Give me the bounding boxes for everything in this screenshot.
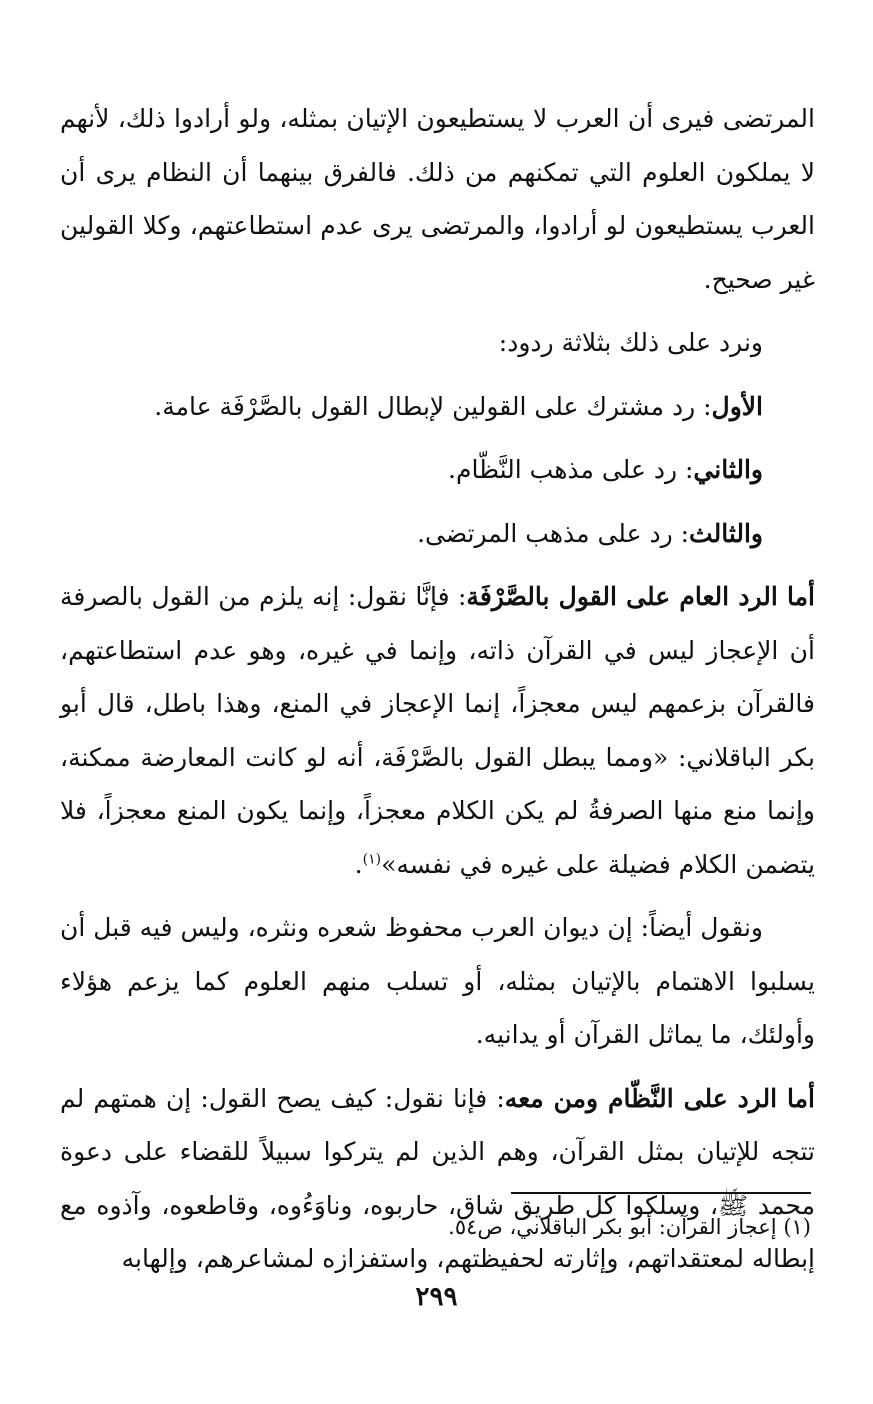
paragraph-5-text: : رد على مذهب المرتضى. <box>417 518 690 548</box>
footnote-divider <box>511 1192 811 1194</box>
paragraph-4-lead: والثاني <box>693 455 763 484</box>
paragraph-5-lead: والثالث <box>689 518 763 548</box>
paragraph-8-lead: أما الرد على النَّظّام ومن معه <box>504 1083 815 1113</box>
paragraph-2: ونرد على ذلك بثلاثة ردود: <box>498 328 763 357</box>
paragraph-6-tail: . <box>354 849 363 879</box>
paragraph-8-text: : فإنا نقول: كيف يصح القول: إن همتهم لم تتجه للإتيان بمثل القرآن، وهم الذين لم يتركوا سبيلاً للقضاء على دعوة محمد ﷺ، وسلكوا كل طريق شاق، حاربوه، وناوَءُوه، وقاطعوه، وآذوه مع إبطاله لمعتقداتهم، وإثارته لحفيظتهم، واستفزازه لمشاعرهم، وإلهابه <box>60 1083 815 1273</box>
paragraph-3-text: : رد مشترك على القولين لإبطال القول بالصَّرْفَة عامة. <box>154 391 712 421</box>
paragraph-4-text: : رد على مذهب النَّظّام. <box>448 455 694 484</box>
footnote-reference: (١) <box>362 851 382 868</box>
paragraph-6-text: : فإنَّا نقول: إنه يلزم من القول بالصرفة أن الإعجاز ليس في القرآن ذاته، وإنما في غيره، وهو عدم استطاعتهم، فالقرآن بزعمهم ليس معجزاً، إنما الإعجاز في المنع، وهذا باطل، قال أبو بكر الباقلاني: «ومما يبطل القول بالصَّرْفَة، أنه لو كانت المعارضة ممكنة، وإنما منع منها الصرفةُ لم يكن الكلام معجزاً، وإنما يكون المنع معجزاً، فلا يتضمن الكلام فضيلة على غيره في نفسه» <box>60 582 815 879</box>
paragraph-1: المرتضى فيرى أن العرب لا يستطيعون الإتيان بمثله، ولو أرادوا ذلك، لأنهم لا يملكون العلوم التي تمكنهم من ذلك. فالفرق بينهما أن النظام يرى أن العرب يستطيعون لو أرادوا، والمرتضى يرى عدم استطاعتهم، وكلا القولين غير صحيح. <box>60 104 815 294</box>
paragraph-6-lead: أما الرد العام على القول بالصَّرْفَة <box>466 582 815 611</box>
paragraph-3 <box>60 380 815 434</box>
page-number: ٢٩٩ <box>415 1282 458 1312</box>
paragraph-5 <box>60 507 815 561</box>
body-text <box>60 92 815 1296</box>
paragraph-6 <box>60 570 815 891</box>
paragraph-8 <box>60 1072 815 1286</box>
paragraph-3-lead: الأول <box>711 391 763 421</box>
paragraph-7: ونقول أيضاً: إن ديوان العرب محفوظ شعره ونثره، وليس فيه قبل أن يسلبوا الاهتمام بالإتيان بمثله، أو تسلب منهم العلوم كما يزعم هؤلاء وأولئك، ما يماثل القرآن أو يدانيه. <box>60 913 815 1049</box>
paragraph-4 <box>60 443 815 497</box>
footnote: (١) إعجاز القرآن: أبو بكر الباقلاني، ص٥٤. <box>448 1215 811 1239</box>
